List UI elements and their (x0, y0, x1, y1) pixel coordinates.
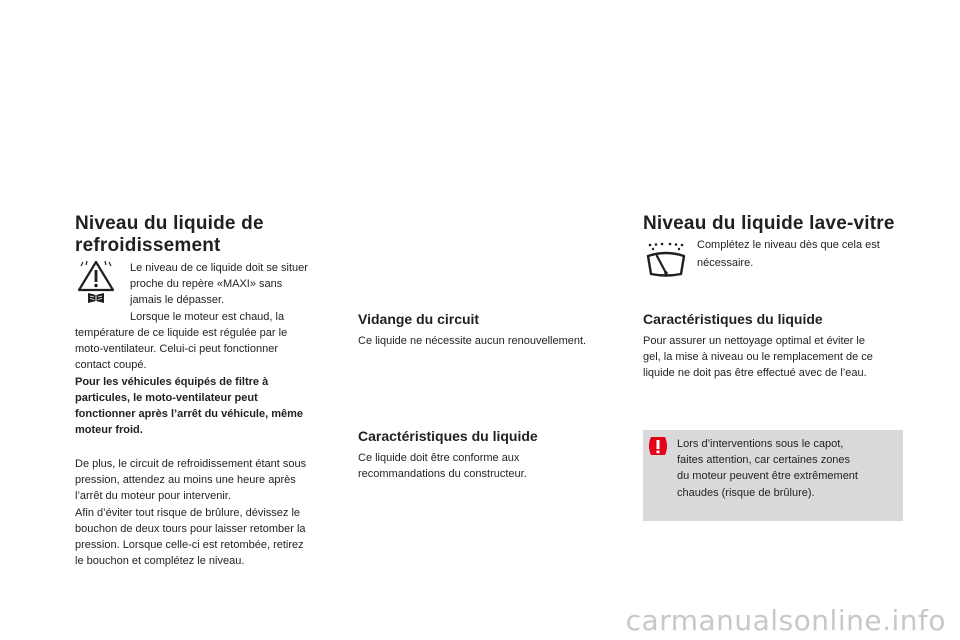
drain-circuit-title: Vidange du circuit (358, 311, 480, 327)
coolant-intro-line: jamais le dépasser. (130, 294, 225, 307)
washer-intro-line: Complétez le niveau dès que cela est (697, 239, 880, 251)
coolant-warning-manual-icon (77, 260, 115, 304)
coolant-fan-note-line: particules, le moto-ventilateur peut (75, 391, 258, 404)
washer-spec-line: Pour assurer un nettoyage optimal et éviter le (643, 335, 865, 347)
coolant-spec-title: Caractéristiques du liquide (358, 428, 538, 444)
coolant-intro-text (130, 260, 308, 325)
coolant-pressure-line: l’arrêt du moteur pour intervenir. (75, 490, 231, 503)
coolant-level-title-line2: refroidissement (75, 235, 221, 256)
coolant-pressure-paragraph (75, 456, 306, 569)
coolant-level-title-line1: Niveau du liquide de (75, 213, 264, 234)
coolant-pressure-line: bouchon de deux tours pour laisser retomber la (75, 522, 306, 535)
washer-spec-line: gel, la mise à niveau ou le remplacement de ce (643, 351, 873, 364)
washer-spec-text (643, 333, 873, 382)
coolant-intro-line: proche du repère «MAXI» sans (130, 278, 283, 291)
burn-risk-note-line: Lors d’interventions sous le capot, (677, 438, 844, 450)
coolant-spec-line: recommandations du constructeur. (358, 468, 527, 481)
coolant-pressure-line: De plus, le circuit de refroidissement étant sous (75, 458, 307, 470)
coolant-spec-line: Ce liquide doit être conforme aux (358, 452, 520, 464)
washer-intro-line: nécessaire. (697, 257, 754, 270)
drain-circuit-text: Ce liquide ne nécessite aucun renouvellement. (358, 335, 587, 347)
coolant-fan-note-line: moteur froid. (75, 424, 143, 437)
coolant-intro-line: Le niveau de ce liquide doit se situer (130, 262, 308, 274)
coolant-fan-note-line: fonctionner après l’arrêt du véhicule, même (75, 408, 304, 421)
burn-risk-note-line: du moteur peuvent être extrêmement (677, 470, 858, 483)
coolant-pressure-line: le bouchon et complétez le niveau. (75, 555, 245, 568)
watermark: carmanualsonline.info (625, 604, 946, 637)
coolant-level-title (75, 213, 264, 257)
washer-intro-text (697, 237, 880, 271)
coolant-paragraph-line: moto-ventilateur. Celui-ci peut fonctionner (75, 343, 278, 356)
coolant-spec-text (358, 450, 527, 482)
coolant-intro-line: Lorsque le moteur est chaud, la (130, 310, 285, 323)
coolant-paragraph-line: contact coupé. (75, 359, 147, 372)
burn-risk-note-text (677, 436, 858, 501)
washer-level-title: Niveau du liquide lave-vitre (643, 213, 895, 234)
coolant-pressure-line: pression, attendez au moins une heure après (75, 474, 296, 487)
warning-exclamation-icon (647, 436, 669, 456)
burn-risk-note-line: faites attention, car certaines zones (677, 454, 851, 467)
coolant-fan-note-line: Pour les véhicules équipés de filtre à (75, 375, 269, 388)
coolant-paragraph (75, 325, 303, 438)
coolant-paragraph-line: température de ce liquide est régulée par le (75, 327, 288, 339)
coolant-pressure-line: pression. Lorsque celle-ci est retombée, retirez (75, 539, 304, 552)
burn-risk-note-line: chaudes (risque de brûlure). (677, 486, 815, 499)
windscreen-washer-icon (645, 242, 687, 278)
washer-spec-title: Caractéristiques du liquide (643, 311, 823, 327)
coolant-pressure-line: Afin d’éviter tout risque de brûlure, dévissez le (75, 506, 301, 519)
washer-spec-line: liquide ne doit pas être effectué avec de l’eau. (643, 367, 867, 380)
